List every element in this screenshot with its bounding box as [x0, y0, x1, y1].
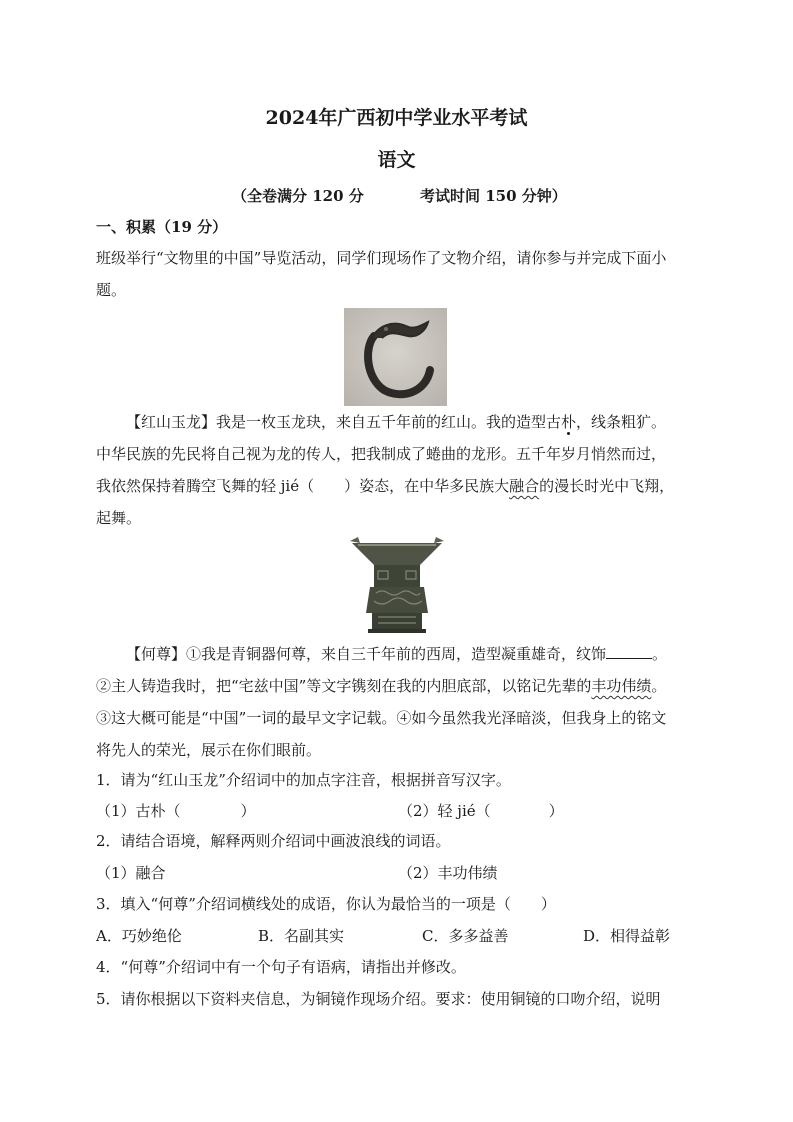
- option-a: A．巧妙绝伦: [96, 927, 182, 945]
- option-d: D．相得益彰: [583, 927, 671, 945]
- jade-text: ，线条粗犷。: [576, 413, 667, 431]
- jade-paragraph-line-4: 起舞。: [96, 509, 142, 527]
- fill-blank: [606, 644, 652, 659]
- zun-text: 【何尊】①我是青铜器何尊，来自三千年前的西周，造型凝重雄奇，纹饰: [126, 645, 607, 663]
- jade-text: 我依然保持着腾空飞舞的轻 jié（: [96, 477, 315, 495]
- question-2-part-2: （2）丰功伟绩: [398, 864, 498, 882]
- q-text: ）: [548, 802, 564, 820]
- wavy-word-fenggong: 丰功伟绩: [591, 677, 652, 695]
- jade-paragraph-line-2: 中华民族的先民将自己视为龙的传人，把我制成了蜷曲的龙形。五千年岁月悄然而过，: [96, 445, 667, 463]
- zun-paragraph-line-2: [96, 676, 666, 696]
- question-2-part-1: （1）融合: [96, 864, 166, 882]
- question-5: 5．请你根据以下资料夹信息，为铜镜作现场介绍。要求：使用铜镜的口吻介绍，说明: [96, 990, 661, 1008]
- bronze-zun-image: [348, 535, 446, 636]
- intro-line-1: 班级举行“文物里的中国”导览活动，同学们现场作了文物介绍，请你参与并完成下面小: [96, 249, 667, 267]
- question-2: 2．请结合语境，解释两则介绍词中画波浪线的词语。: [96, 832, 451, 850]
- option-b: B．名副其实: [258, 927, 345, 945]
- exam-title: 2024年广西初中学业水平考试: [265, 107, 528, 129]
- time-info: 考试时间 150 分钟）: [420, 187, 567, 205]
- zun-text: ②主人铸造我时，把“宅兹中国”等文字镌刻在我的内胆底部，以铭记先辈的: [96, 677, 592, 695]
- section-heading: 一、积累（19 分）: [96, 218, 228, 236]
- bronze-zun-icon: [348, 535, 446, 636]
- zun-text: 。: [652, 645, 668, 663]
- jade-dragon-image: [344, 308, 447, 406]
- question-4: 4．“何尊”介绍词中有一个句子有语病，请指出并修改。: [96, 958, 466, 976]
- jade-text: ）姿态，在中华多民族大: [344, 477, 510, 495]
- question-3: 3．填入“何尊”介绍词横线处的成语，你认为最恰当的一项是（ ）: [96, 895, 556, 913]
- question-1-part-2: [398, 801, 564, 821]
- wavy-word-ronghe: 融合: [509, 477, 540, 495]
- jade-text: 的漫长时光中飞翔，: [539, 477, 675, 495]
- zun-paragraph-line-1: [126, 644, 667, 664]
- zun-paragraph-line-3: ③这大概可能是“中国”一词的最早文字记载。④如今虽然我光泽暗淡，但我身上的铭文: [96, 709, 667, 727]
- question-1: 1．请为“红山玉龙”介绍词中的加点字注音，根据拼音写汉字。: [96, 771, 511, 789]
- intro-line-2: 题。: [96, 281, 127, 299]
- dotted-char: 朴: [561, 413, 577, 431]
- option-c: C．多多益善: [422, 927, 509, 945]
- score-info: （全卷满分 120 分: [232, 187, 364, 205]
- q-text: （2）轻 jié（: [398, 802, 491, 820]
- jade-paragraph-line-1: [126, 412, 666, 432]
- jade-paragraph-line-3: [96, 476, 674, 496]
- zun-text: 。: [651, 677, 667, 695]
- q-text: （1）古朴（: [96, 802, 181, 820]
- subject-title: 语文: [377, 149, 416, 171]
- jade-dragon-icon: [344, 308, 447, 406]
- zun-paragraph-line-4: 将先人的荣光，展示在你们眼前。: [96, 741, 322, 759]
- q-text: ）: [240, 802, 256, 820]
- question-1-part-1: [96, 801, 256, 821]
- jade-text: 【红山玉龙】我是一枚玉龙玦，来自五千年前的红山。我的造型古: [126, 413, 562, 431]
